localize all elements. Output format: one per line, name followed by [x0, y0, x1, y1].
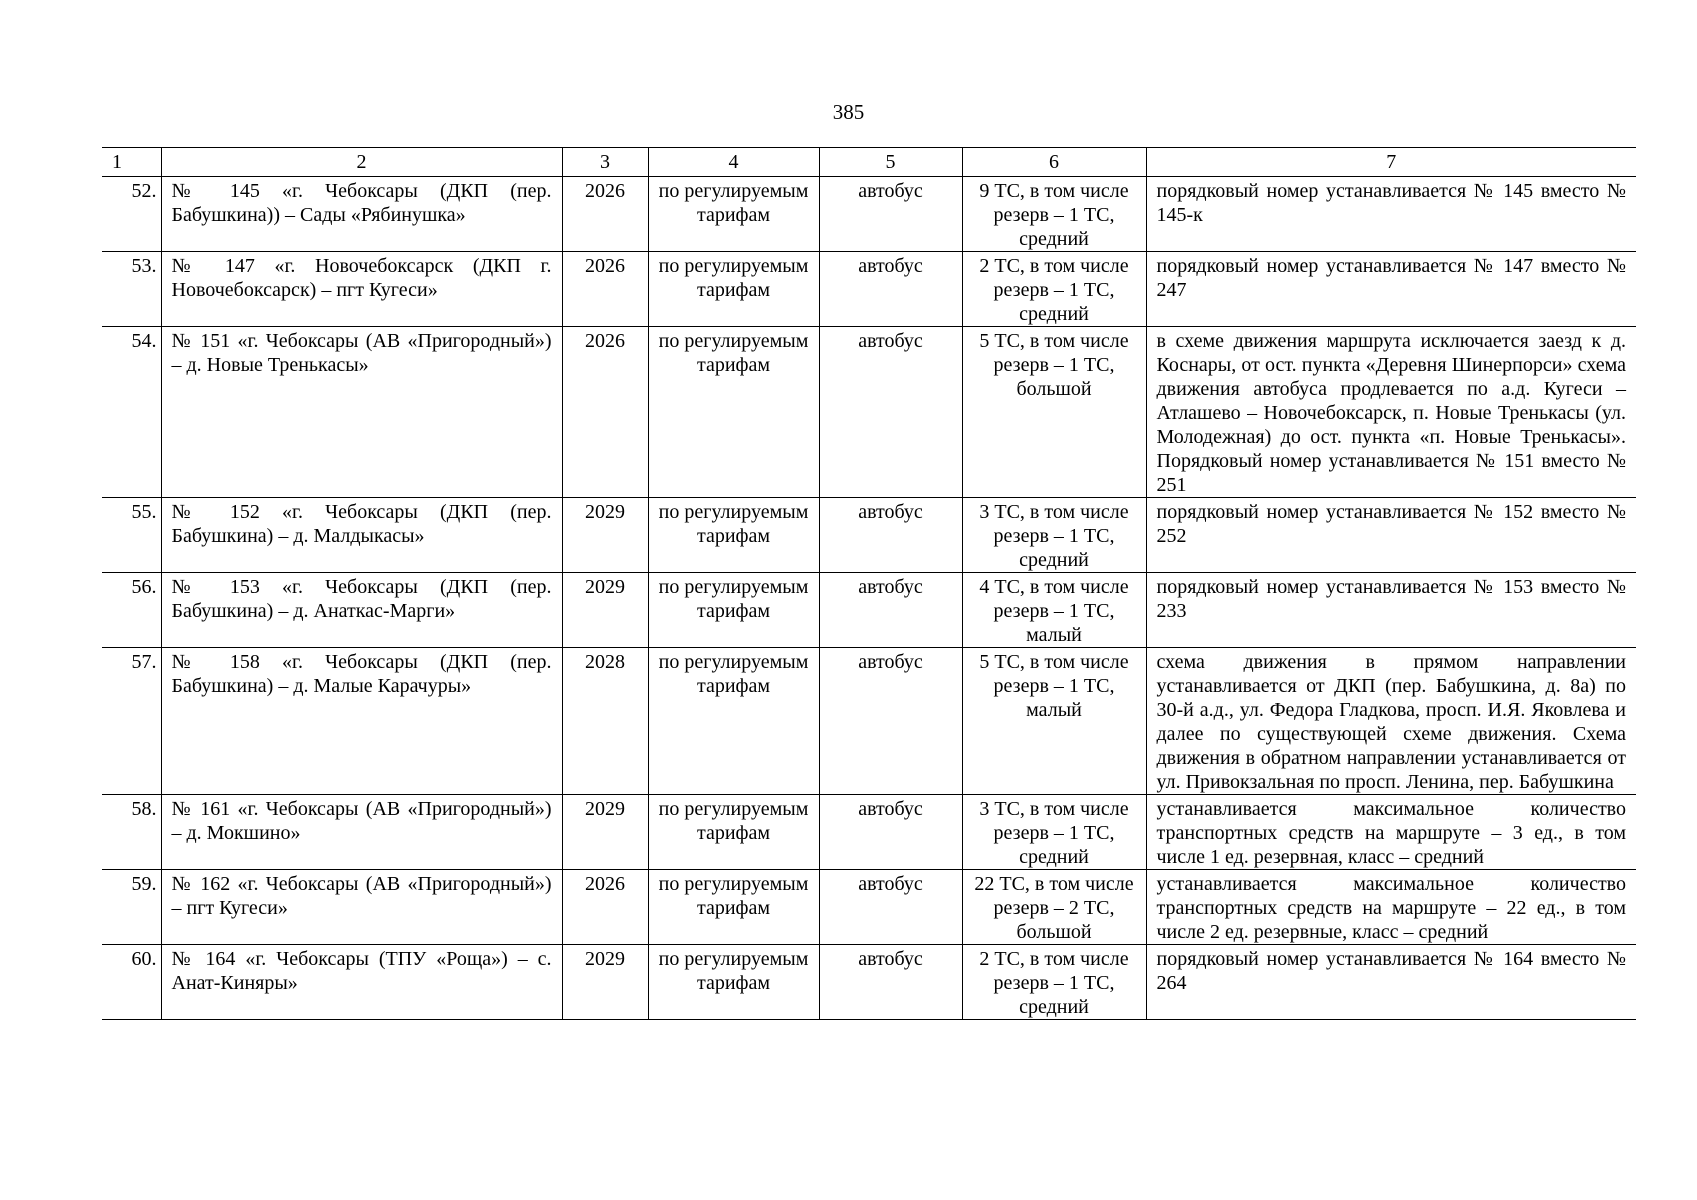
row-number: 54. [102, 327, 161, 498]
vehicle-count: 2 ТС, в том числе резерв – 1 ТС, средний [962, 252, 1146, 327]
vehicle-type: автобус [819, 252, 962, 327]
row-number: 59. [102, 870, 161, 945]
routes-table [102, 147, 1636, 1020]
vehicle-count: 4 ТС, в том числе резерв – 1 ТС, малый [962, 573, 1146, 648]
row-number: 60. [102, 945, 161, 1020]
tariff-type: по регулируемым тарифам [648, 648, 819, 795]
table-row [102, 498, 1636, 573]
year-cell: 2029 [562, 945, 648, 1020]
row-number: 55. [102, 498, 161, 573]
change-description: устанавливается максимальное количество транспортных средств на маршруте – 3 ед., в том числе 1 ед. резервная, класс – средний [1146, 795, 1636, 870]
row-number: 53. [102, 252, 161, 327]
change-description: порядковый номер устанавливается № 145 вместо № 145-к [1146, 177, 1636, 252]
vehicle-count: 3 ТС, в том числе резерв – 1 ТС, средний [962, 795, 1146, 870]
table-row [102, 252, 1636, 327]
tariff-type: по регулируемым тарифам [648, 573, 819, 648]
year-cell: 2026 [562, 252, 648, 327]
table-row [102, 648, 1636, 795]
table-row [102, 327, 1636, 498]
table-row [102, 870, 1636, 945]
tariff-type: по регулируемым тарифам [648, 498, 819, 573]
vehicle-count: 22 ТС, в том числе резерв – 2 ТС, большой [962, 870, 1146, 945]
tariff-type: по регулируемым тарифам [648, 177, 819, 252]
vehicle-count: 9 ТС, в том числе резерв – 1 ТС, средний [962, 177, 1146, 252]
vehicle-type: автобус [819, 573, 962, 648]
column-header: 1 [102, 148, 161, 177]
year-cell: 2029 [562, 795, 648, 870]
tariff-type: по регулируемым тарифам [648, 327, 819, 498]
vehicle-count: 5 ТС, в том числе резерв – 1 ТС, большой [962, 327, 1146, 498]
year-cell: 2029 [562, 573, 648, 648]
year-cell: 2026 [562, 177, 648, 252]
table-row [102, 177, 1636, 252]
vehicle-count: 5 ТС, в том числе резерв – 1 ТС, малый [962, 648, 1146, 795]
tariff-type: по регулируемым тарифам [648, 795, 819, 870]
vehicle-count: 3 ТС, в том числе резерв – 1 ТС, средний [962, 498, 1146, 573]
row-number: 58. [102, 795, 161, 870]
row-number: 57. [102, 648, 161, 795]
vehicle-type: автобус [819, 870, 962, 945]
column-number-row [102, 148, 1636, 177]
vehicle-type: автобус [819, 795, 962, 870]
page-number: 385 [832, 100, 865, 124]
vehicle-count: 2 ТС, в том числе резерв – 1 ТС, средний [962, 945, 1146, 1020]
route-name: № 158 «г. Чебоксары (ДКП (пер. Бабушкина) – д. Малые Карачуры» [161, 648, 562, 795]
vehicle-type: автобус [819, 648, 962, 795]
column-header: 2 [161, 148, 562, 177]
tariff-type: по регулируемым тарифам [648, 945, 819, 1020]
route-name: № 164 «г. Чебоксары (ТПУ «Роща») – с. Анат-Киняры» [161, 945, 562, 1020]
tariff-type: по регулируемым тарифам [648, 252, 819, 327]
tariff-type: по регулируемым тарифам [648, 870, 819, 945]
route-name: № 162 «г. Чебоксары (АВ «Пригородный») – пгт Кугеси» [161, 870, 562, 945]
year-cell: 2026 [562, 870, 648, 945]
vehicle-type: автобус [819, 327, 962, 498]
column-header: 3 [562, 148, 648, 177]
table-row [102, 945, 1636, 1020]
column-header: 4 [648, 148, 819, 177]
vehicle-type: автобус [819, 945, 962, 1020]
change-description: схема движения в прямом направлении устанавливается от ДКП (пер. Бабушкина, д. 8а) по 30-й а.д., ул. Федора Гладкова, просп. И.Я. Яковлева и далее по существующей схеме движения. Схема движения в обратном направлении устанавливается от ул. Привокзальная по просп. Ленина, пер. Бабушкина [1146, 648, 1636, 795]
route-name: № 151 «г. Чебоксары (АВ «Пригородный») – д. Новые Тренькасы» [161, 327, 562, 498]
column-header: 6 [962, 148, 1146, 177]
change-description: порядковый номер устанавливается № 153 вместо № 233 [1146, 573, 1636, 648]
change-description: порядковый номер устанавливается № 152 вместо № 252 [1146, 498, 1636, 573]
table-row [102, 573, 1636, 648]
table-row [102, 795, 1636, 870]
change-description: порядковый номер устанавливается № 147 вместо № 247 [1146, 252, 1636, 327]
route-name: № 145 «г. Чебоксары (ДКП (пер. Бабушкина)) – Сады «Рябинушка» [161, 177, 562, 252]
route-name: № 147 «г. Новочебоксарск (ДКП г. Новочебоксарск) – пгт Кугеси» [161, 252, 562, 327]
year-cell: 2029 [562, 498, 648, 573]
column-header: 5 [819, 148, 962, 177]
year-cell: 2026 [562, 327, 648, 498]
route-name: № 161 «г. Чебоксары (АВ «Пригородный») – д. Мокшино» [161, 795, 562, 870]
vehicle-type: автобус [819, 177, 962, 252]
change-description: устанавливается максимальное количество транспортных средств на маршруте – 22 ед., в том числе 2 ед. резервные, класс – средний [1146, 870, 1636, 945]
table-body [102, 177, 1636, 1020]
change-description: в схеме движения маршрута исключается заезд к д. Коснары, от ост. пункта «Деревня Шинерпорси» схема движения автобуса продлевается по а.д. Кугеси – Атлашево – Новочебоксарск, п. Новые Тренькасы (ул. Молодежная) до ост. пункта «п. Новые Тренькасы». Порядковый номер устанавливается № 151 вместо № 251 [1146, 327, 1636, 498]
route-name: № 152 «г. Чебоксары (ДКП (пер. Бабушкина) – д. Малдыкасы» [161, 498, 562, 573]
row-number: 52. [102, 177, 161, 252]
column-header: 7 [1146, 148, 1636, 177]
year-cell: 2028 [562, 648, 648, 795]
row-number: 56. [102, 573, 161, 648]
vehicle-type: автобус [819, 498, 962, 573]
change-description: порядковый номер устанавливается № 164 вместо № 264 [1146, 945, 1636, 1020]
route-name: № 153 «г. Чебоксары (ДКП (пер. Бабушкина) – д. Анаткас-Марги» [161, 573, 562, 648]
